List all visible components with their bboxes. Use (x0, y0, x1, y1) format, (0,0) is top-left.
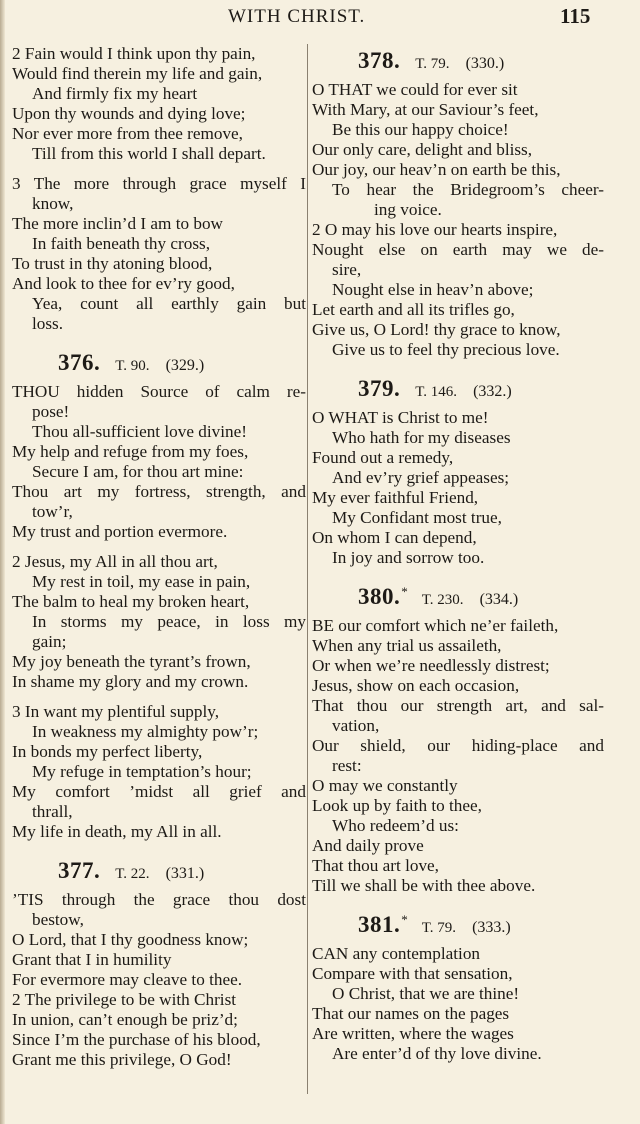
stanza-gap (12, 164, 306, 174)
verse-line: Grant that I in humility (12, 950, 172, 969)
verse-line: In storms my peace, in loss my (32, 612, 306, 631)
stanza-gap (12, 692, 306, 702)
verse-line: Jesus, show on each occasion, (312, 676, 520, 695)
verse-line: O may we constantly (312, 776, 458, 795)
hymn-star: * (401, 584, 408, 599)
verse-line: That thou art love, (312, 856, 439, 875)
verse-line: Would find therein my life and gain, (12, 64, 263, 83)
verse-line: 2 The privilege to be with Christ (12, 990, 237, 1009)
verse-line: bestow, (32, 910, 84, 929)
hymn-tune: T. 90. (115, 358, 150, 374)
verse-line: Upon thy wounds and dying love; (12, 104, 246, 123)
hymn-377-text (12, 890, 306, 1070)
hymn-number: 378. (358, 48, 401, 73)
hymn-reference: (334.) (479, 591, 519, 608)
verse-line: sire, (332, 260, 362, 279)
hymn-reference: (330.) (465, 55, 505, 72)
verse-line: And look to thee for ev’ry good, (12, 274, 235, 293)
hymn-star: * (401, 912, 408, 927)
hymn-reference: (329.) (165, 357, 205, 374)
verse-line: O THAT we could for ever sit (312, 80, 518, 99)
verse-line: Nor ever more from thee remove, (12, 124, 243, 143)
verse-line: ing voice. (374, 200, 442, 219)
hymn-379-text (312, 408, 604, 568)
verse-line: 2 Fain would I think upon thy pain, (12, 44, 256, 63)
hymn-378-heading (312, 36, 604, 76)
verse-line: Are written, where the wages (312, 1024, 514, 1043)
hymn-379-heading (312, 364, 604, 404)
verse-line: Or when we’re needlessly distrest; (312, 656, 550, 675)
verse-line: And firmly fix my heart (32, 84, 198, 103)
verse-line: 2 Jesus, my All in all thou art, (12, 552, 218, 571)
hymn-376-heading (12, 338, 306, 378)
verse-line: tow’r, (32, 502, 73, 521)
stanza-gap (12, 542, 306, 552)
verse-line: In faith beneath thy cross, (32, 234, 211, 253)
hymn-tune: T. 146. (415, 384, 458, 400)
hymn-376-text (12, 382, 306, 842)
hymn-reference: (331.) (165, 865, 205, 882)
verse-line: In shame my glory and my crown. (12, 672, 249, 691)
verse-line: And ev’ry grief appeases; (332, 468, 510, 487)
hymn-380-text (312, 616, 604, 896)
verse-line: The balm to heal my broken heart, (12, 592, 250, 611)
hymn-381-text (312, 944, 604, 1064)
verse-line: On whom I can depend, (312, 528, 477, 547)
verse-line: My trust and portion evermore. (12, 522, 228, 541)
right-column (312, 44, 604, 1064)
verse-line: thrall, (32, 802, 73, 821)
verse-line: Till we shall be with thee above. (312, 876, 536, 895)
hymn-378-text (312, 80, 604, 360)
verse-line: For evermore may cleave to thee. (12, 970, 243, 989)
verse-line: Grant me this privilege, O God! (12, 1050, 232, 1069)
verse-line: BE our comfort which ne’er faileth, (312, 616, 559, 635)
verse-line: ’TIS through the grace thou dost (12, 890, 306, 909)
verse-line: loss. (32, 314, 64, 333)
hymn-tune: T. 230. (421, 592, 464, 608)
hymn-tune: T. 79. (421, 920, 457, 936)
verse-line: The more inclin’d I am to bow (12, 214, 223, 233)
verse-line: Secure I am, for thou art mine: (32, 462, 244, 481)
verse-line: Found out a remedy, (312, 448, 454, 467)
verse-line: My rest in toil, my ease in pain, (32, 572, 251, 591)
verse-line: CAN any contemplation (312, 944, 481, 963)
verse-line: Our shield, our hiding-place and (312, 736, 604, 755)
verse-line: My refuge in temptation’s hour; (32, 762, 252, 781)
verse-line: Since I’m the purchase of his blood, (12, 1030, 261, 1049)
verse-line: Be this our happy choice! (332, 120, 509, 139)
hymn-tune: T. 22. (115, 866, 150, 882)
page-header (0, 4, 640, 30)
left-column (12, 44, 306, 1070)
verse-line: Let earth and all its trifles go, (312, 300, 515, 319)
hymn-380-heading (312, 572, 604, 612)
column-divider (307, 44, 308, 1094)
verse-line: Are enter’d of thy love divine. (332, 1044, 542, 1063)
hymn-reference: (332.) (473, 383, 512, 400)
verse-line: Who hath for my diseases (332, 428, 511, 447)
running-title: WITH CHRIST. (228, 6, 366, 27)
page-binding-shadow (0, 0, 5, 1124)
verse-line: rest: (332, 756, 362, 775)
verse-line: That our names on the pages (312, 1004, 510, 1023)
hymn-number: 376. (58, 350, 101, 375)
verse-line: In bonds my perfect liberty, (12, 742, 203, 761)
verse-line: 3 The more through grace myself I (12, 174, 306, 193)
hymn-number: 377. (58, 858, 101, 883)
verse-line: O WHAT is Christ to me! (312, 408, 489, 427)
verse-line: Nought else in heav’n above; (332, 280, 534, 299)
verse-line: Thou art my fortress, strength, and (12, 482, 306, 501)
verse-line: Give us to feel thy precious love. (332, 340, 560, 359)
verse-line: Nought else on earth may we de- (312, 240, 604, 259)
verse-line: My ever faithful Friend, (312, 488, 479, 507)
verse-line: Thou all-sufficient love divine! (32, 422, 247, 441)
hymn-number: 381. (358, 912, 401, 937)
hymn-number: 380. (358, 584, 401, 609)
verse-line: pose! (32, 402, 70, 421)
page-number: 115 (560, 4, 591, 28)
hymn-tune: T. 79. (415, 56, 450, 72)
verse-line: My Confidant most true, (332, 508, 502, 527)
verse-line: Compare with that sensation, (312, 964, 513, 983)
verse-line: 2 O may his love our hearts inspire, (312, 220, 558, 239)
verse-line: To hear the Bridegroom’s cheer- (332, 180, 604, 199)
verse-line: Who redeem’d us: (332, 816, 459, 835)
verse-line: In weakness my almighty pow’r; (32, 722, 259, 741)
verse-line: gain; (32, 632, 67, 651)
verse-line: My help and refuge from my foes, (12, 442, 249, 461)
verse-line: Our joy, our heav’n on earth be this, (312, 160, 561, 179)
verse-line: My comfort ’midst all grief and (12, 782, 306, 801)
verse-line: Our only care, delight and bliss, (312, 140, 533, 159)
verse-line: Look up by faith to thee, (312, 796, 482, 815)
hymn-381-heading (312, 900, 604, 940)
verse-line: Till from this world I shall depart. (32, 144, 266, 163)
verse-line: My life in death, my All in all. (12, 822, 222, 841)
hymn-number: 379. (358, 376, 401, 401)
hymn-375-continuation (12, 44, 306, 334)
verse-line: In joy and sorrow too. (332, 548, 485, 567)
verse-line: O Christ, that we are thine! (332, 984, 520, 1003)
verse-line: 3 In want my plentiful supply, (12, 702, 220, 721)
verse-line: To trust in thy atoning blood, (12, 254, 213, 273)
verse-line: With Mary, at our Saviour’s feet, (312, 100, 539, 119)
hymn-377-heading (12, 846, 306, 886)
verse-line: And daily prove (312, 836, 424, 855)
verse-line: O Lord, that I thy goodness know; (12, 930, 249, 949)
verse-line: That thou our strength art, and sal- (312, 696, 604, 715)
verse-line: When any trial us assaileth, (312, 636, 502, 655)
verse-line: Give us, O Lord! thy grace to know, (312, 320, 561, 339)
verse-line: THOU hidden Source of calm re- (12, 382, 306, 401)
verse-line: In union, can’t enough be priz’d; (12, 1010, 238, 1029)
verse-line: My joy beneath the tyrant’s frown, (12, 652, 251, 671)
hymn-reference: (333.) (472, 919, 511, 936)
verse-line: vation, (332, 716, 380, 735)
verse-line: Yea, count all earthly gain but (32, 294, 306, 313)
verse-line: know, (32, 194, 74, 213)
